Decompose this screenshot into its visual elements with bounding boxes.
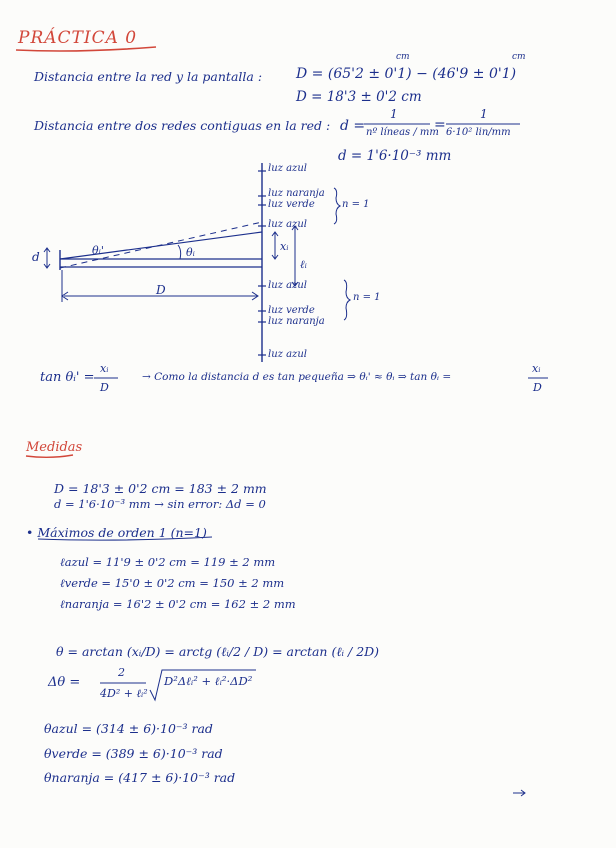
- label-li: ℓᵢ: [300, 258, 307, 271]
- label-naranja-low: luz naranja: [268, 316, 325, 327]
- equals-sign: =: [434, 117, 446, 133]
- screen-distance-label: Distancia entre la red y la pantalla :: [34, 69, 263, 84]
- theta-formula: θ = arctan (xᵢ/D) = arctg (ℓᵢ/2 / D) = arctan (ℓᵢ / 2D): [56, 644, 380, 659]
- label-theta: θᵢ: [186, 246, 195, 259]
- theta-naranja: θnaranja = (417 ± 6)·10⁻³ rad: [44, 770, 236, 785]
- theta-azul: θazul = (314 ± 6)·10⁻³ rad: [44, 721, 213, 736]
- label-azul-low: luz azul: [268, 280, 307, 291]
- maxima-heading: • Máximos de orden 1 (n=1): [26, 525, 207, 540]
- tan-numerator: xᵢ: [100, 362, 109, 375]
- unit-cm-2: cm: [512, 52, 526, 62]
- label-d: d: [32, 250, 40, 264]
- label-verde-top: luz verde: [268, 199, 315, 210]
- label-verde-low: luz verde: [268, 305, 315, 316]
- measurements-heading: Medidas: [26, 440, 83, 455]
- label-D: D: [156, 283, 166, 297]
- label-azul-top: luz azul: [268, 163, 307, 174]
- delta-theta-denominator: 4D² + ℓᵢ²: [100, 687, 148, 700]
- measurement-l-azul: ℓazul = 11'9 ± 0'2 cm = 119 ± 2 mm: [60, 555, 276, 569]
- tan-rhs-denominator: D: [533, 381, 542, 394]
- tan-explanation: → Como la distancia d es tan pequeña ⇒ θᵢ' ≈ θᵢ ⇒ tan θᵢ =: [142, 371, 452, 383]
- screen-distance-equation: D = (65'2 ± 0'1) − (46'9 ± 0'1): [296, 66, 517, 82]
- screen-distance-result: D = 18'3 ± 0'2 cm: [296, 89, 422, 105]
- delta-theta-lhs: Δθ =: [48, 675, 81, 690]
- label-naranja-top: luz naranja: [268, 188, 325, 199]
- fraction2-denominator: 6·10² lin/mm: [446, 127, 511, 138]
- measurement-D: D = 18'3 ± 0'2 cm = 183 ± 2 mm: [54, 481, 267, 496]
- label-n1-top: n = 1: [342, 199, 370, 210]
- theta-verde: θverde = (389 ± 6)·10⁻³ rad: [44, 746, 223, 761]
- delta-theta-numerator: 2: [118, 666, 125, 679]
- tan-lhs: tan θᵢ' =: [40, 370, 95, 385]
- measurement-d: d = 1'6·10⁻³ mm → sin error: Δd = 0: [54, 497, 266, 511]
- measurement-l-verde: ℓverde = 15'0 ± 0'2 cm = 150 ± 2 mm: [60, 576, 285, 590]
- solid-ray: [60, 232, 262, 259]
- unit-cm-1: cm: [396, 52, 410, 62]
- label-azul-mid: luz azul: [268, 219, 307, 230]
- measurement-l-naranja: ℓnaranja = 16'2 ± 0'2 cm = 162 ± 2 mm: [60, 597, 296, 611]
- fraction1-numerator: 1: [390, 107, 398, 121]
- slit-distance-result: d = 1'6·10⁻³ mm: [338, 148, 452, 164]
- label-xi: xᵢ: [280, 240, 289, 253]
- label-azul-bottom: luz azul: [268, 349, 307, 360]
- label-theta-prime: θᵢ': [92, 244, 104, 257]
- delta-theta-sqrt: D²Δℓᵢ² + ℓᵢ²·ΔD²: [164, 674, 253, 688]
- fraction2-numerator: 1: [480, 107, 488, 121]
- tan-denominator: D: [100, 381, 109, 394]
- fraction1-denominator: nº líneas / mm: [366, 127, 439, 138]
- slit-distance-label: Distancia entre dos redes contiguas en la red :: [34, 118, 331, 133]
- tan-rhs-numerator: xᵢ: [532, 362, 541, 375]
- slit-d-symbol: d =: [340, 118, 366, 134]
- page-title: PRÁCTICA 0: [18, 28, 138, 48]
- label-n1-low: n = 1: [353, 292, 381, 303]
